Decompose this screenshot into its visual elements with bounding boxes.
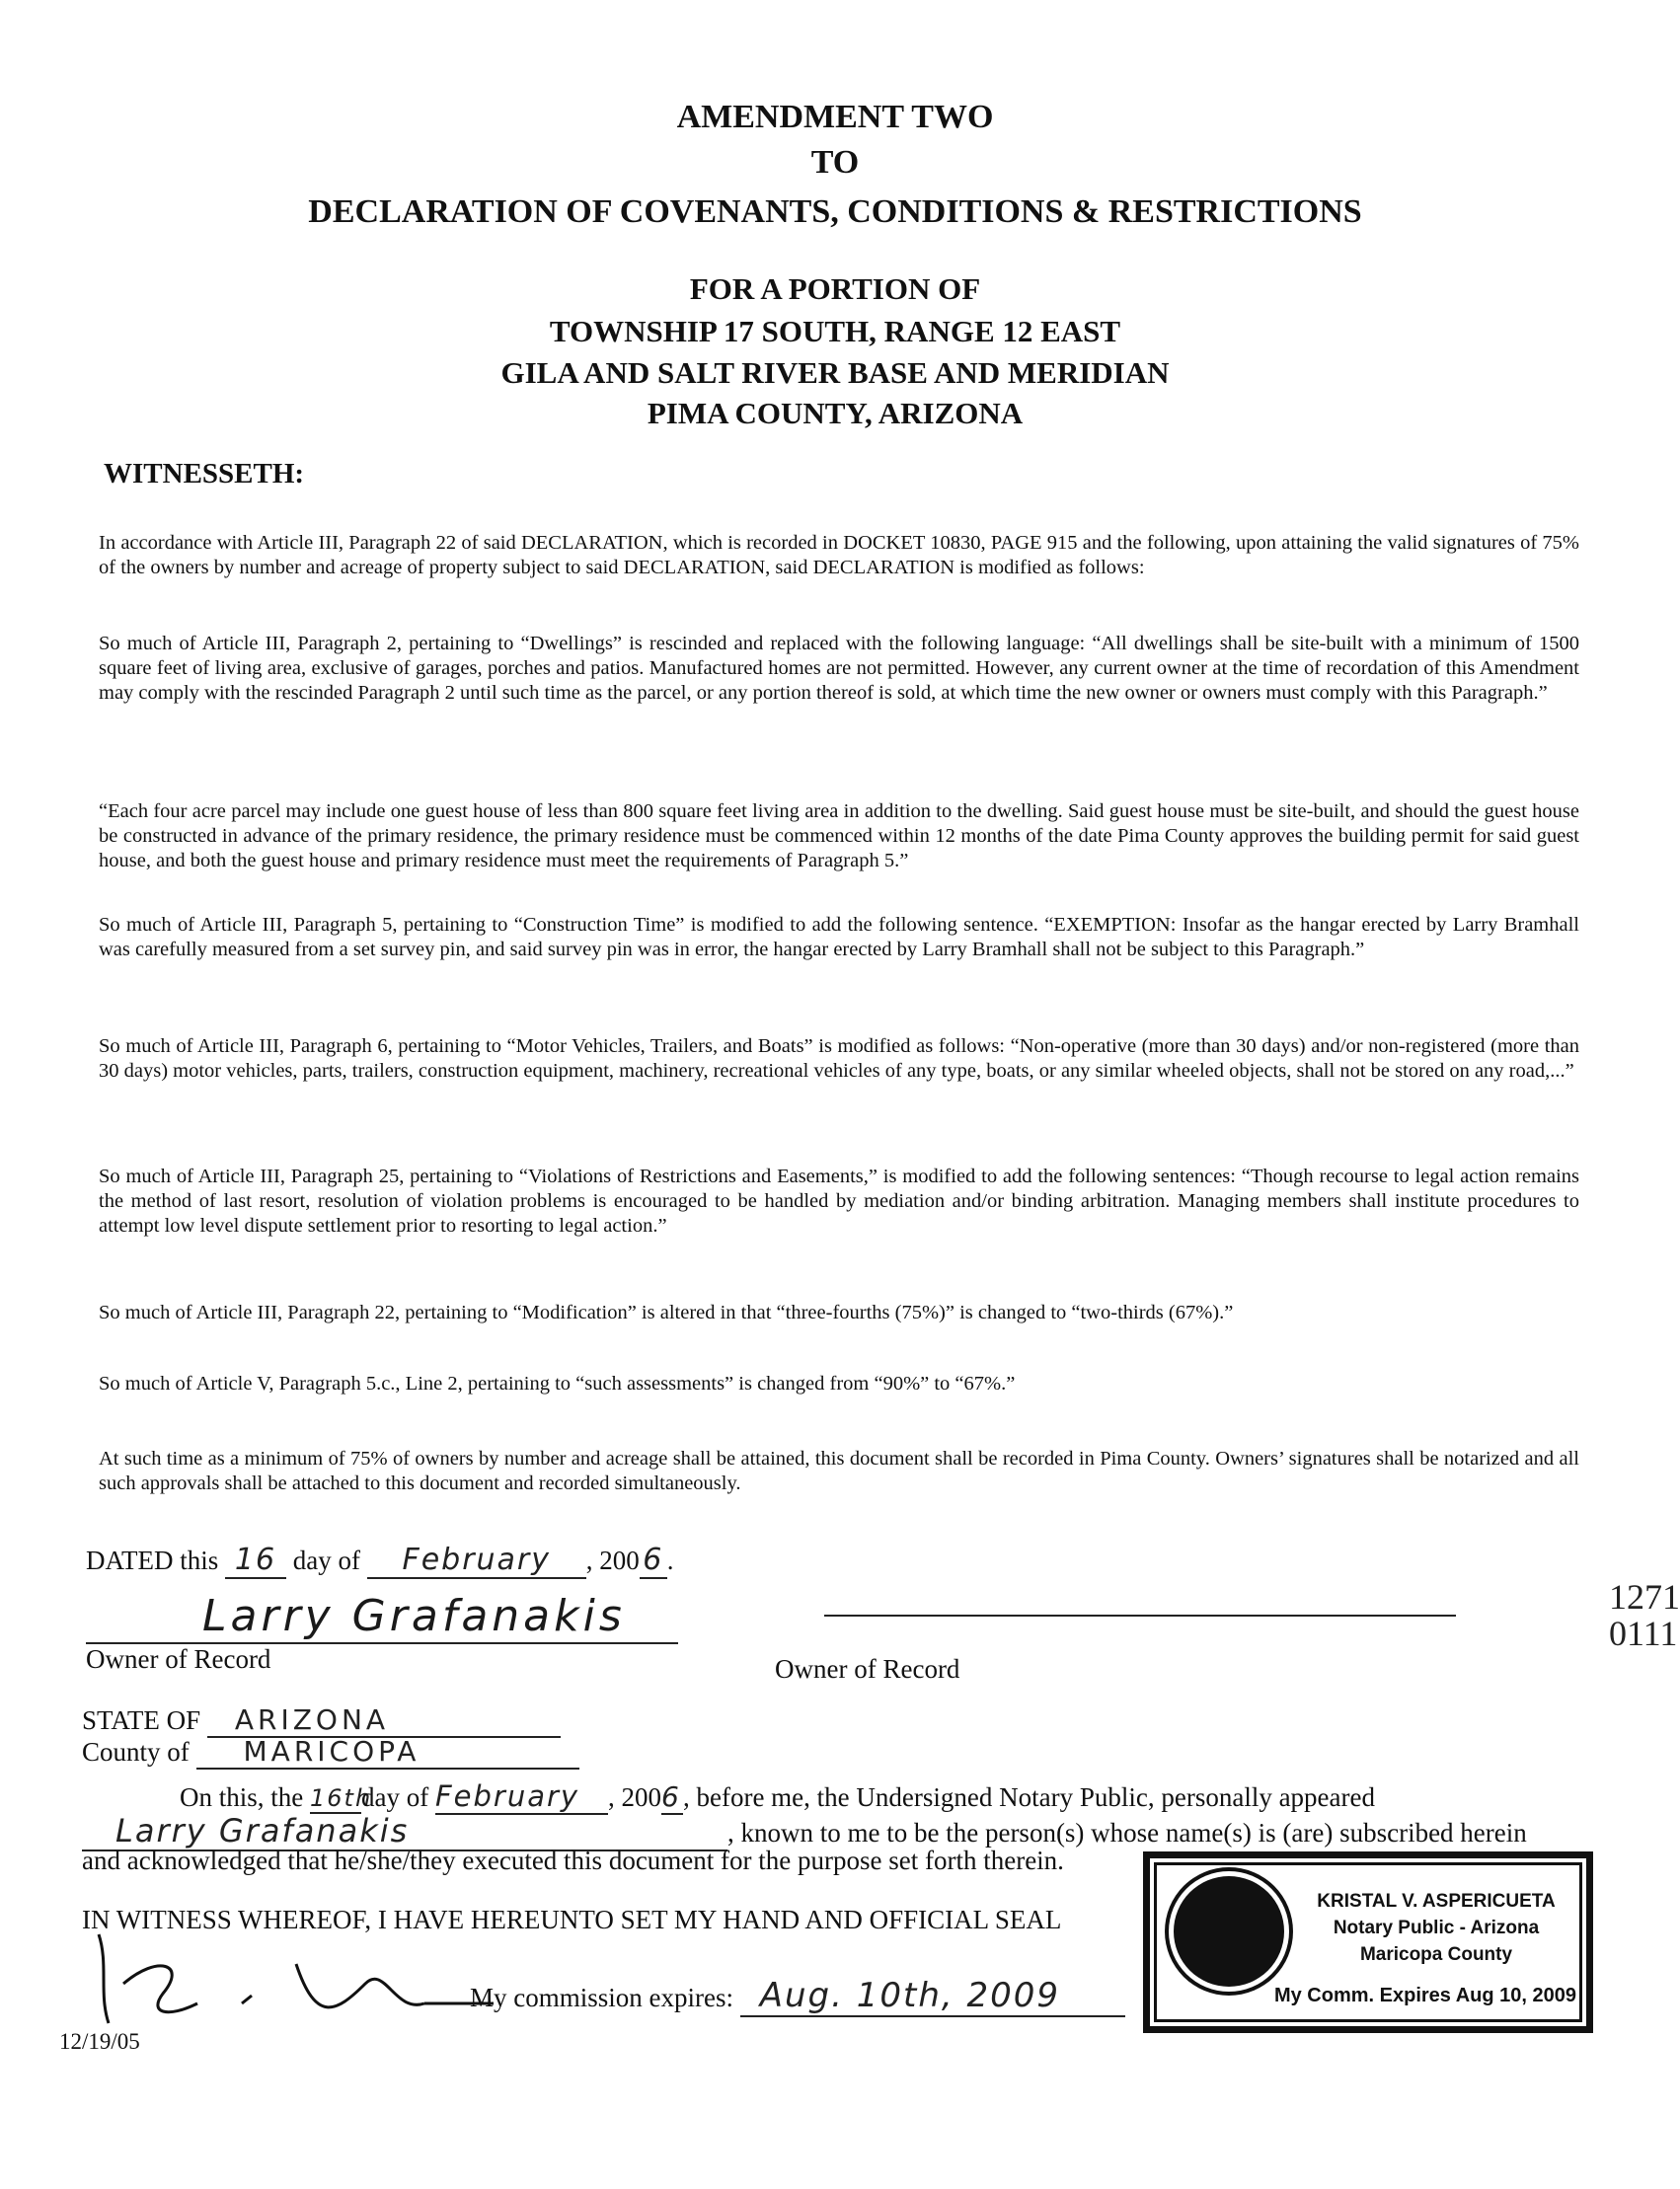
commission-label: My commission expires: xyxy=(470,1983,733,2012)
paragraph-intro: In accordance with Article III, Paragraph 22 of said DECLARATION, which is recorded in DOCKET 10830, PAGE 915 and the following, upon attaining the valid signatures of 75% of the owners by number and acreage of property subject to said DECLARATION, said DECLARATION is modified as follows: xyxy=(99,532,1579,578)
notary-stamp xyxy=(1143,1851,1593,2033)
owner-label-1: Owner of Record xyxy=(86,1644,271,1674)
state-label: STATE OF xyxy=(82,1705,201,1735)
paragraph-modification: So much of Article III, Paragraph 22, pertaining to “Modification” is altered in that “three-fourths (75%)” is changed to “two-thirds (67%).” xyxy=(99,1302,1234,1323)
commission-value: Aug. 10th, 2009 xyxy=(740,1976,1125,2017)
footer-date: 12/19/05 xyxy=(59,2029,140,2054)
dated-prefix: DATED this xyxy=(86,1546,219,1575)
notary-month: February xyxy=(435,1779,608,1815)
dated-month: February xyxy=(367,1543,586,1579)
subtitle-line-4: PIMA COUNTY, ARIZONA xyxy=(647,396,1024,430)
dated-end: . xyxy=(666,1546,674,1575)
notary-line-3: and acknowledged that he/she/they executed this document for the purpose set forth therein. xyxy=(82,1846,1064,1875)
commission-line xyxy=(470,1976,1125,2017)
notary-known: , known to me to be the person(s) whose name(s) is (are) subscribed herein xyxy=(727,1818,1527,1848)
stamp-line-2: Notary Public - Arizona xyxy=(1333,1918,1540,1938)
witness-line: IN WITNESS WHEREOF, I HAVE HEREUNTO SET MY HAND AND OFFICIAL SEAL xyxy=(82,1905,1062,1934)
state-line xyxy=(82,1703,561,1738)
notary-year-digit: 6 xyxy=(661,1780,683,1815)
paragraph-dwellings: So much of Article III, Paragraph 2, pertaining to “Dwellings” is rescinded and replaced with the following language: “All dwellings shall be site-built with a minimum of 1500 square feet of living area, exclusive of garages, porches and patios. Manufactured homes are not permitted. However, any current owner at the time of recordation of this Amendment may comply with the rescinded Paragraph 2 until such time as the parcel, or any portion thereof is sold, at which time the new owner or owners must comply with this Paragraph.” xyxy=(99,633,1579,704)
subtitle-line-2: TOWNSHIP 17 SOUTH, RANGE 12 EAST xyxy=(549,314,1121,348)
county-value: MARICOPA xyxy=(196,1735,579,1770)
notary-year-prefix: , 200 xyxy=(607,1782,661,1812)
notary-signature xyxy=(69,1925,503,2033)
owner-label-2: Owner of Record xyxy=(775,1654,960,1684)
county-line xyxy=(82,1735,579,1770)
subtitle-line-3: GILA AND SALT RIVER BASE AND MERIDIAN xyxy=(500,355,1170,390)
notary-line-1 xyxy=(180,1779,1375,1815)
county-label: County of xyxy=(82,1737,190,1767)
paragraph-assessments: So much of Article V, Paragraph 5.c., Line 2, pertaining to “such assessments” is changed from “90%” to “67%.” xyxy=(99,1373,1016,1395)
paragraph-violations: So much of Article III, Paragraph 25, pertaining to “Violations of Restrictions and Easements,” is modified to add the following sentences: “Though recourse to legal action remains the method of last resort, resolution of violation problems is encouraged to be handled by mediation and/or binding arbitration. Managing members shall institute procedures to attempt low level dispute settlement prior to resorting to legal action.” xyxy=(99,1166,1579,1237)
recording-number: 1271 0111 xyxy=(1609,1577,1680,1653)
notary-person: Larry Grafanakis xyxy=(82,1812,727,1851)
dated-year-prefix: , 200 xyxy=(585,1546,640,1575)
notary-day: 16th xyxy=(310,1784,373,1812)
paragraph-guest-house: “Each four acre parcel may include one guest house of less than 800 square feet living area in addition to the dwelling. Said guest house must be site-built, and should the guest house be constructed in advance of the primary residence, the primary residence must be commenced within 12 months of the date Pima County approves the building permit for said guest house, and both the guest house and primary residence must meet the requirements of Paragraph 5.” xyxy=(99,800,1579,871)
subtitle-line-1: FOR A PORTION OF xyxy=(689,271,981,306)
witnesseth-heading: WITNESSETH: xyxy=(104,458,305,490)
notary-stamp-text xyxy=(1298,1888,1574,1968)
document-title-line-1: AMENDMENT TWO xyxy=(676,99,994,135)
state-value: ARIZONA xyxy=(207,1703,561,1738)
stamp-line-4: My Comm. Expires Aug 10, 2009 xyxy=(1273,1985,1576,2006)
notary-on-this: On this, the xyxy=(180,1782,304,1812)
dated-year-digit: 6 xyxy=(640,1543,667,1579)
paragraph-construction-time: So much of Article III, Paragraph 5, pertaining to “Construction Time” is modified to add the following sentence. “EXEMPTION: Insofar as the hangar erected by Larry Bramhall was carefully measured from a set survey pin, and said survey pin was in error, the hangar erected by Larry Bramhall shall not be subject to this Paragraph.” xyxy=(99,914,1579,960)
dated-day: 16 xyxy=(225,1543,286,1579)
notary-after-year: , before me, the Undersigned Notary Public, personally appeared xyxy=(682,1782,1375,1812)
dated-line xyxy=(86,1543,673,1579)
stamp-name: KRISTAL V. ASPERICUETA xyxy=(1317,1891,1556,1912)
document-title-line-3: DECLARATION OF COVENANTS, CONDITIONS & RESTRICTIONS xyxy=(308,193,1362,230)
owner-signature: Larry Grafanakis xyxy=(202,1591,626,1641)
stamp-line-3: Maricopa County xyxy=(1359,1944,1513,1965)
dated-day-of: day of xyxy=(292,1546,360,1575)
owner-signature-line-2 xyxy=(824,1615,1456,1617)
document-title-line-2: TO xyxy=(810,144,860,181)
paragraph-recording: At such time as a minimum of 75% of owners by number and acreage shall be attained, this document shall be recorded in Pima County. Owners’ signatures shall be notarized and all such approvals shall be attached to this document and recorded simultaneously. xyxy=(99,1448,1579,1494)
notary-day-of: day of xyxy=(361,1782,429,1812)
paragraph-motor-vehicles: So much of Article III, Paragraph 6, pertaining to “Motor Vehicles, Trailers, and Boats” is modified as follows: “Non-operative (more than 30 days) and/or non-registered (more than 30 days) motor vehicles, parts, trailers, construction equipment, machinery, recreational vehicles of any type, boats, or any similar wheeled objects, shall not be stored on any road,...” xyxy=(99,1035,1579,1082)
notary-seal-icon xyxy=(1174,1876,1284,1987)
